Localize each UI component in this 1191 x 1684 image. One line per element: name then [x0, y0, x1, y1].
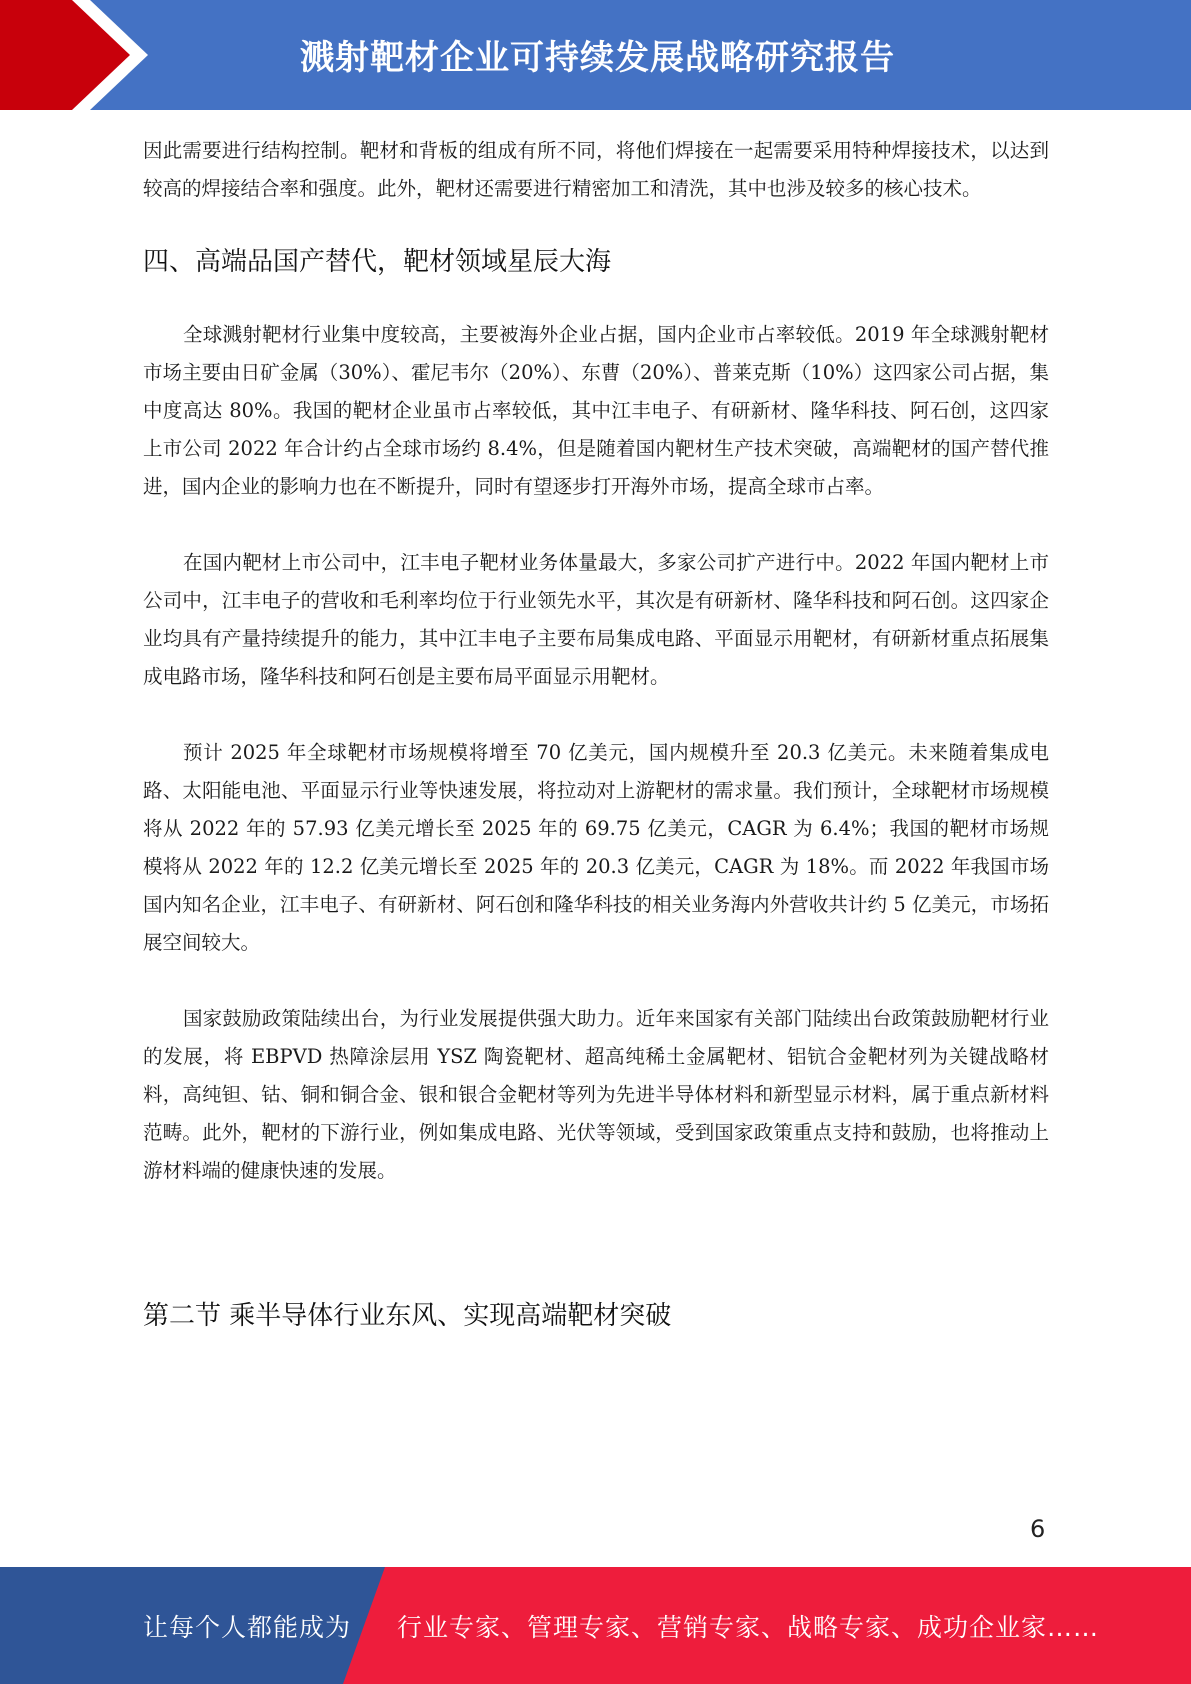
footer-slogan-left: 让每个人都能成为 — [143, 1612, 352, 1642]
report-title: 溅射靶材企业可持续发展战略研究报告 — [300, 37, 895, 78]
page-header — [0, 0, 1191, 110]
intro-paragraph: 因此需要进行结构控制。靶材和背板的组成有所不同，将他们焊接在一起需要采用特种焊接技术，以达到较高的焊接结合率和强度。此外，靶材还需要进行精密加工和清洗，其中也涉及较多的核心技术。 — [143, 139, 1049, 200]
paragraph-market-forecast: 预计 2025 年全球靶材市场规模将增至 70 亿美元，国内规模升至 20.3 亿美元。未来随着集成电路、太阳能电池、平面显示行业等快速发展，将拉动对上游靶材的需求量。我们预计，全球靶材市场规模将从 2022 年的 57.93 亿美元增长至 2025 年的 69.75 亿美元，CAGR 为 6.4%；我国的靶材市场规模将从 2022 年的 12.2 亿美元增长至 2025 年的 20.3 亿美元，CAGR 为 18%。而 2022 年我国市场国内知名企业，江丰电子、有研新材、阿石创和隆华科技的相关业务海内外营收共计约 5 亿美元，市场拓展空间较大。 — [143, 741, 1049, 954]
page-content — [143, 132, 1049, 1336]
chapter-heading: 第二节 乘半导体行业东风、实现高端靶材突破 — [143, 1301, 672, 1331]
paragraph-market-concentration: 全球溅射靶材行业集中度较高，主要被海外企业占据，国内企业市占率较低。2019 年全球溅射靶材市场主要由日矿金属（30%）、霍尼韦尔（20%）、东曹（20%）、普莱克斯（10%）这四家公司占据，集中度高达 80%。我国的靶材企业虽市占率较低，其中江丰电子、有研新材、隆华科技、阿石创，这四家上市公司 2022 年合计约占全球市场约 8.4%，但是随着国内靶材生产技术突破，高端靶材的国产替代推进，国内企业的影响力也在不断提升，同时有望逐步打开海外市场，提高全球市占率。 — [143, 323, 1049, 498]
paragraph-policy: 国家鼓励政策陆续出台，为行业发展提供强大助力。近年来国家有关部门陆续出台政策鼓励靶材行业的发展，将 EBPVD 热障涂层用 YSZ 陶瓷靶材、超高纯稀土金属靶材、铝钪合金靶材列为关键战略材料，高纯钽、钴、铜和铜合金、银和银合金靶材等列为先进半导体材料和新型显示材料，属于重点新材料范畴。此外，靶材的下游行业，例如集成电路、光伏等领域，受到国家政策重点支持和鼓励，也将推动上游材料端的健康快速的发展。 — [143, 1007, 1049, 1182]
page-footer — [0, 1567, 1191, 1684]
section-heading: 四、高端品国产替代，靶材领域星辰大海 — [143, 247, 612, 277]
footer-slogan-right: 行业专家、管理专家、营销专家、战略专家、成功企业家…… — [397, 1612, 1100, 1642]
header-arrow-decoration — [0, 0, 160, 110]
paragraph-domestic-companies: 在国内靶材上市公司中，江丰电子靶材业务体量最大，多家公司扩产进行中。2022 年国内靶材上市公司中，江丰电子的营收和毛利率均位于行业领先水平，其次是有研新材、隆华科技和阿石创。这四家企业均具有产量持续提升的能力，其中江丰电子主要布局集成电路、平面显示用靶材，有研新材重点拓展集成电路市场，隆华科技和阿石创是主要布局平面显示用靶材。 — [143, 551, 1049, 688]
page-number: 6 — [1030, 1515, 1046, 1543]
